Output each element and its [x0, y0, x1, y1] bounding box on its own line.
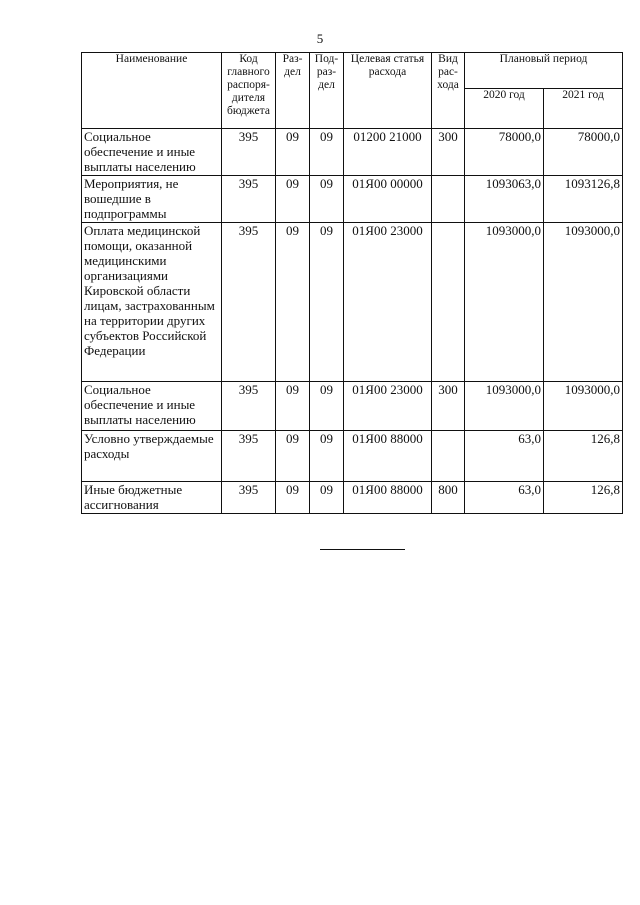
cell-expense-type [432, 176, 465, 223]
cell-target-article: 01200 21000 [344, 129, 432, 176]
cell-name: Мероприятия, не вошедшие в подпрограммы [82, 176, 222, 223]
cell-subsection: 09 [310, 176, 344, 223]
cell-admin-code: 395 [222, 176, 276, 223]
cell-admin-code: 395 [222, 431, 276, 482]
cell-2021: 78000,0 [544, 129, 623, 176]
header-planned-period: Плановый период [465, 53, 623, 89]
header-admin-code: Код главного распоря-дителя бюджета [222, 53, 276, 129]
cell-2020: 1093000,0 [465, 382, 544, 431]
cell-subsection: 09 [310, 382, 344, 431]
cell-name: Условно утверждаемые расходы [82, 431, 222, 482]
cell-subsection: 09 [310, 431, 344, 482]
cell-section: 09 [276, 482, 310, 514]
cell-section: 09 [276, 176, 310, 223]
cell-admin-code: 395 [222, 482, 276, 514]
cell-admin-code: 395 [222, 382, 276, 431]
header-year-2020: 2020 год [465, 88, 544, 128]
cell-target-article: 01Я00 23000 [344, 223, 432, 382]
cell-target-article: 01Я00 88000 [344, 431, 432, 482]
cell-2021: 1093000,0 [544, 223, 623, 382]
table-row [82, 223, 623, 382]
cell-2020: 1093063,0 [465, 176, 544, 223]
cell-2021: 126,8 [544, 431, 623, 482]
cell-expense-type [432, 431, 465, 482]
table-row [82, 382, 623, 431]
budget-table [81, 52, 623, 514]
cell-expense-type [432, 223, 465, 382]
cell-2021: 1093126,8 [544, 176, 623, 223]
cell-section: 09 [276, 382, 310, 431]
header-subsection: Под-раз-дел [310, 53, 344, 129]
cell-name: Оплата медицинской помощи, оказанной медицинскими организациями Кировской области лицам, застрахованным на территории других субъектов Российской Федерации [82, 223, 222, 382]
cell-expense-type: 300 [432, 129, 465, 176]
table-row [82, 482, 623, 514]
cell-target-article: 01Я00 88000 [344, 482, 432, 514]
cell-admin-code: 395 [222, 129, 276, 176]
table-row [82, 129, 623, 176]
cell-2020: 1093000,0 [465, 223, 544, 382]
cell-2021: 1093000,0 [544, 382, 623, 431]
cell-name: Социальное обеспечение и иные выплаты населению [82, 129, 222, 176]
cell-target-article: 01Я00 00000 [344, 176, 432, 223]
cell-section: 09 [276, 431, 310, 482]
header-year-2021: 2021 год [544, 88, 623, 128]
page-number: 5 [316, 31, 324, 46]
cell-subsection: 09 [310, 129, 344, 176]
table-row [82, 176, 623, 223]
cell-subsection: 09 [310, 482, 344, 514]
cell-section: 09 [276, 129, 310, 176]
header-name: Наименование [82, 53, 222, 129]
table-row [82, 431, 623, 482]
cell-2020: 63,0 [465, 431, 544, 482]
header-section: Раз-дел [276, 53, 310, 129]
cell-subsection: 09 [310, 223, 344, 382]
cell-target-article: 01Я00 23000 [344, 382, 432, 431]
cell-section: 09 [276, 223, 310, 382]
cell-2021: 126,8 [544, 482, 623, 514]
header-expense-type: Вид рас-хода [432, 53, 465, 129]
header-target-article: Целевая статья расхода [344, 53, 432, 129]
cell-admin-code: 395 [222, 223, 276, 382]
cell-2020: 78000,0 [465, 129, 544, 176]
cell-expense-type: 300 [432, 382, 465, 431]
cell-expense-type: 800 [432, 482, 465, 514]
cell-2020: 63,0 [465, 482, 544, 514]
cell-name: Социальное обеспечение и иные выплаты населению [82, 382, 222, 431]
end-divider [320, 549, 405, 550]
cell-name: Иные бюджетные ассигнования [82, 482, 222, 514]
